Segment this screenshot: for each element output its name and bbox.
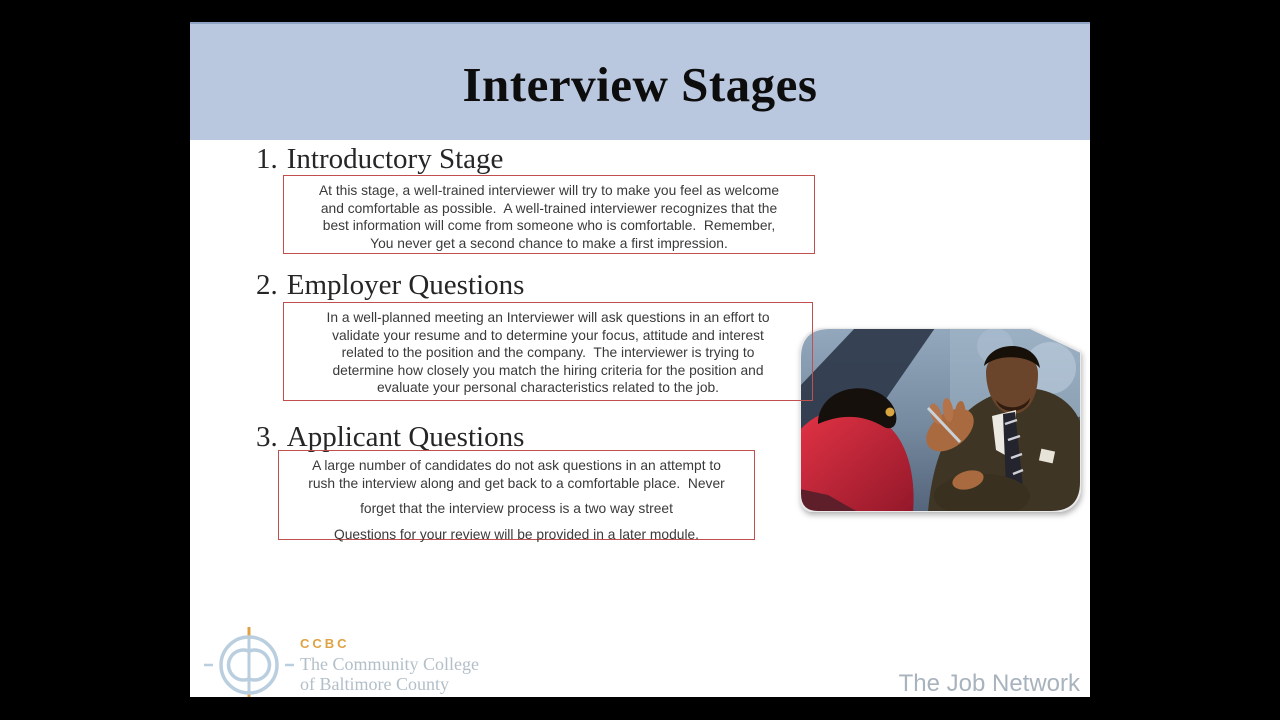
ccbc-compass-icon — [199, 605, 299, 697]
ccbc-logo-name-line2: of Baltimore County — [300, 674, 449, 694]
section-3-label: Applicant Questions — [286, 421, 525, 453]
section-2-body: In a well-planned meeting an Interviewer will ask questions in an effort to validate your resume and to determine your focus, attitude and interest related to the position and the company. The interviewer is trying to determine how closely you match the hiring criteria for the position and evaluate your personal characteristics related to the job. — [326, 310, 770, 396]
interview-photo-illustration — [800, 328, 1081, 512]
section-1-heading — [256, 143, 503, 176]
section-1-label: Introductory Stage — [286, 143, 504, 175]
section-2-number: 2. — [256, 269, 278, 301]
section-3-number: 3. — [256, 421, 278, 453]
section-2-textbox — [283, 302, 813, 401]
section-3-textbox — [278, 450, 755, 540]
section-3-body-para-1: A large number of candidates do not ask questions in an attempt to rush the interview along and get back to a comfortable place. Never — [308, 458, 725, 491]
section-3-body-para-3: Questions for your review will be provided in a later module. — [333, 526, 700, 542]
section-2-label: Employer Questions — [286, 269, 525, 301]
section-2-heading — [256, 269, 524, 302]
section-1-textbox — [283, 175, 815, 254]
ccbc-logo-name-line1: The Community College — [300, 654, 479, 674]
interview-photo — [800, 328, 1081, 512]
watermark-job-network: The Job Network — [898, 670, 1080, 697]
section-1-body: At this stage, a well-trained interviewer will try to make you feel as welcome and comfortable as possible. A well-trained interviewer recognizes that the best information will come from someone who is comfortable. Remember, You never get a second chance to make a first impression. — [318, 183, 780, 251]
ccbc-logo-icon — [199, 605, 299, 697]
title-band — [190, 22, 1090, 140]
ccbc-logo-acronym: CCBC — [300, 636, 350, 651]
section-1-number: 1. — [256, 143, 278, 175]
presentation-slide — [190, 22, 1090, 697]
slide-title: Interview Stages — [462, 57, 818, 112]
section-3-body-para-2: forget that the interview process is a two way street — [360, 501, 673, 517]
